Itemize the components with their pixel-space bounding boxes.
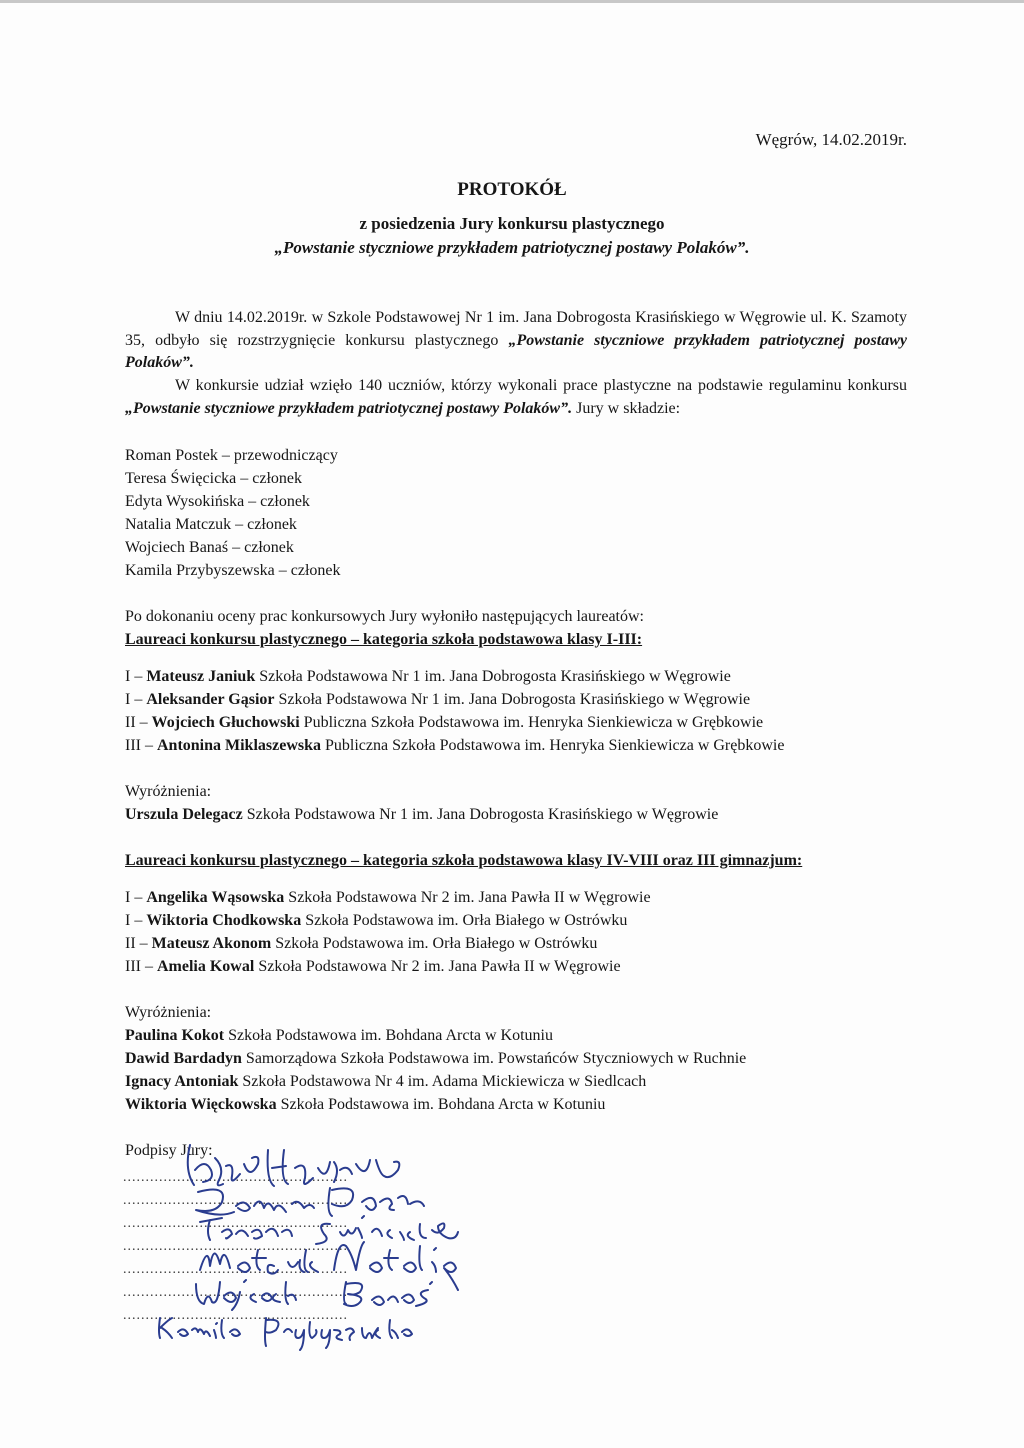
contest-name: „Powstanie styczniowe przykładem patriotycznej postawy Polaków”. xyxy=(274,238,750,257)
signature-roman-postek xyxy=(196,1188,424,1216)
distinction-name: Ignacy Antoniak xyxy=(125,1073,239,1090)
winner-school: Szkoła Podstawowa Nr 2 im. Jana Pawła II w Węgrowie xyxy=(254,958,621,975)
winner-place: I – xyxy=(125,912,147,929)
winner-place: I – xyxy=(125,691,147,708)
winner-place: I – xyxy=(125,889,147,906)
distinction-school: Szkoła Podstawowa im. Bohdana Arcta w Kotuniu xyxy=(276,1096,606,1113)
winner-name: Wojciech Głuchowski xyxy=(151,714,300,731)
jury-member: Roman Postek – przewodniczący xyxy=(125,447,338,464)
winner-school: Publiczna Szkoła Podstawowa im. Henryka Sienkiewicza w Grębkowie xyxy=(321,737,785,754)
winner-name: Angelika Wąsowska xyxy=(146,889,285,906)
intro-text-2c: Jury w składzie: xyxy=(572,399,681,417)
distinction-name: Wiktoria Więckowska xyxy=(125,1096,277,1113)
signature-edyta-wysokinska xyxy=(188,1145,400,1186)
winner-place: I – xyxy=(125,668,147,685)
signature-line: .................................................. xyxy=(123,1193,348,1208)
intro-text-2b: „Powstanie styczniowe przykładem patriotycznej postawy Polaków”. xyxy=(125,399,573,417)
winner-school: Szkoła Podstawowa Nr 2 im. Jana Pawła II w Węgrowie xyxy=(284,889,651,906)
distinction-name: Paulina Kokot xyxy=(125,1027,225,1044)
jury-member: Teresa Święcicka – członek xyxy=(125,470,303,487)
document-subtitle: z posiedzenia Jury konkursu plastycznego xyxy=(359,214,665,233)
jury-member: Wojciech Banaś – członek xyxy=(125,539,294,556)
winner-school: Szkoła Podstawowa im. Orła Białego w Ostrówku xyxy=(301,912,628,929)
jury-member: Kamila Przybyszewska – członek xyxy=(125,562,341,579)
signature-teresa-swiecicka xyxy=(200,1216,458,1244)
distinction-school: Szkoła Podstawowa Nr 1 im. Jana Dobrogosta Krasińskiego w Węgrowie xyxy=(242,806,719,823)
winner-school: Szkoła Podstawowa im. Orła Białego w Ostrówku xyxy=(271,935,598,952)
results-intro: Po dokonaniu oceny prac konkursowych Jury wyłoniło następujących laureatów: xyxy=(125,608,644,625)
intro-text-1b: „Powstanie styczniowe przykładem patriotycznej postawy Polaków”. xyxy=(125,331,907,371)
distinction-school: Szkoła Podstawowa im. Bohdana Arcta w Kotuniu xyxy=(224,1027,553,1044)
winner-name: Mateusz Akonom xyxy=(151,935,272,952)
signature-line: .................................................. xyxy=(123,1170,348,1185)
winner-school: Publiczna Szkoła Podstawowa im. Henryka Sienkiewicza w Grębkowie xyxy=(299,714,764,731)
signature-kamila-przybyszewska xyxy=(159,1318,412,1350)
signature-matczuk-natalia xyxy=(200,1242,458,1290)
distinction-name: Urszula Delegacz xyxy=(125,806,243,823)
winner-name: Aleksander Gąsior xyxy=(146,691,275,708)
signature-line: .................................................. xyxy=(123,1216,348,1231)
intro-text-1a: W dniu 14.02.2019r. w Szkole Podstawowej Nr 1 im. Jana Dobrogosta Krasińskiego w Węgrowie ul. K. Szamoty 35, odbyło się rozstrzygnięcie konkursu plastycznego xyxy=(125,309,907,349)
signature-line: .................................................. xyxy=(123,1308,348,1323)
winner-name: Mateusz Janiuk xyxy=(146,668,256,685)
signature-line: .................................................. xyxy=(123,1262,348,1277)
winner-name: Antonina Miklaszewska xyxy=(156,737,322,754)
distinctions-label: Wyróżnienia: xyxy=(125,1004,212,1021)
signature-line: .................................................. xyxy=(123,1239,348,1254)
jury-member: Edyta Wysokińska – członek xyxy=(125,493,310,510)
distinction-school: Szkoła Podstawowa Nr 4 im. Adama Mickiewicza w Siedlcach xyxy=(238,1073,647,1090)
winner-school: Szkoła Podstawowa Nr 1 im. Jana Dobrogosta Krasińskiego w Węgrowie xyxy=(255,668,731,685)
winner-place: III – xyxy=(125,958,157,975)
winner-name: Wiktoria Chodkowska xyxy=(146,912,302,929)
winner-place: III – xyxy=(125,737,157,754)
category1-heading: Laureaci konkursu plastycznego – kategoria szkoła podstawowa klasy I-III: xyxy=(125,631,643,648)
document-title: PROTOKÓŁ xyxy=(457,179,567,200)
date-line: Węgrów, 14.02.2019r. xyxy=(755,130,907,149)
winner-school: Szkoła Podstawowa Nr 1 im. Jana Dobrogosta Krasińskiego w Węgrowie xyxy=(274,691,751,708)
distinction-school: Samorządowa Szkoła Podstawowa im. Powstańców Styczniowych w Ruchnie xyxy=(241,1050,747,1067)
jury-member: Natalia Matczuk – członek xyxy=(125,516,297,533)
intro-text-2a: W konkursie udział wzięło 140 uczniów, którzy wykonali prace plastyczne na podstawie regulaminu konkursu xyxy=(175,377,907,394)
winner-place: II – xyxy=(125,935,152,952)
distinctions-label: Wyróżnienia: xyxy=(125,783,212,800)
signature-wojciech-banas xyxy=(196,1280,432,1310)
category2-heading: Laureaci konkursu plastycznego – kategoria szkoła podstawowa klasy IV-VIII oraz III gimnazjum: xyxy=(125,852,803,869)
signature-line: .................................................. xyxy=(123,1285,348,1300)
winner-place: II – xyxy=(125,714,152,731)
winner-name: Amelia Kowal xyxy=(156,958,255,975)
signatures-label: Podpisy Jury: xyxy=(125,1142,213,1159)
distinction-name: Dawid Bardadyn xyxy=(125,1050,242,1067)
